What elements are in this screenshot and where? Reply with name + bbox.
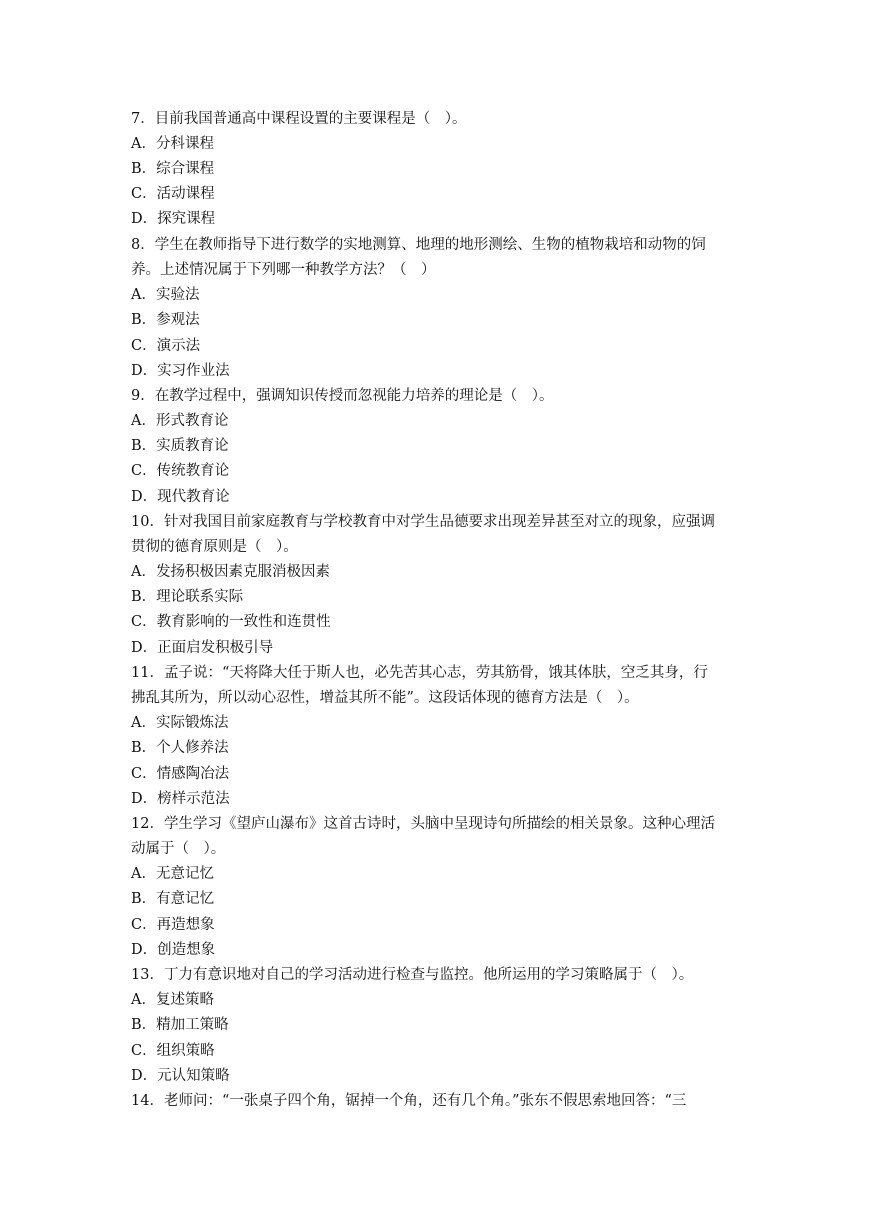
question-12-stem-cont: 动属于（ ）。: [131, 841, 226, 857]
question-11-stem-cont: 拂乱其所为，所以动心忍性，增益其所不能”。这段话体现的德育方法是（ ）。: [131, 690, 639, 706]
question-8-option-c: C．演示法: [131, 338, 201, 354]
question-10-option-c: C．教育影响的一致性和连贯性: [131, 614, 331, 630]
question-11-stem: 11．孟子说：“天将降大任于斯人也，必先苦其心志，劳其筋骨，饿其体肤，空乏其身，行: [131, 665, 708, 681]
question-12-option-c: C．再造想象: [131, 917, 215, 933]
question-10-option-d: D．正面启发积极引导: [131, 640, 274, 656]
question-10-option-a: A．发扬积极因素克服消极因素: [131, 564, 330, 580]
question-10-option-b: B．理论联系实际: [131, 589, 244, 605]
question-9-option-a: A．形式教育论: [131, 413, 229, 429]
question-11-option-d: D．榜样示范法: [131, 791, 230, 807]
question-12-stem: 12．学生学习《望庐山瀑布》这首古诗时，头脑中呈现诗句所描绘的相关景象。这种心理活: [131, 816, 715, 832]
question-8-option-a: A．实验法: [131, 287, 200, 303]
question-9-stem: 9．在教学过程中，强调知识传授而忽视能力培养的理论是（ ）。: [131, 388, 554, 404]
question-11-option-c: C．情感陶冶法: [131, 766, 230, 782]
question-12-option-a: A．无意记忆: [131, 866, 214, 882]
question-13-option-c: C．组织策略: [131, 1043, 215, 1059]
question-11-option-a: A．实际锻炼法: [131, 715, 229, 731]
question-10-stem-cont: 贯彻的德育原则是（ ）。: [131, 539, 298, 555]
question-13-stem: 13．丁力有意识地对自己的学习活动进行检查与监控。他所运用的学习策略属于（ ）。: [131, 967, 694, 983]
question-13-option-d: D．元认知策略: [131, 1068, 230, 1084]
question-13-option-a: A．复述策略: [131, 992, 214, 1008]
question-11-option-b: B．个人修养法: [131, 740, 229, 756]
question-7-option-b: B．综合课程: [131, 161, 215, 177]
question-12-option-b: B．有意记忆: [131, 891, 215, 907]
question-8-option-b: B．参观法: [131, 312, 200, 328]
question-7-option-d: D．探究课程: [131, 211, 216, 227]
question-13-option-b: B．精加工策略: [131, 1017, 229, 1033]
question-7-option-c: C．活动课程: [131, 186, 215, 202]
question-7-option-a: A．分科课程: [131, 136, 214, 152]
question-9-option-d: D．现代教育论: [131, 489, 230, 505]
question-14-stem: 14．老师问：“一张桌子四个角，锯掉一个角，还有几个角。”张东不假思索地回答：“三: [131, 1093, 687, 1109]
question-8-option-d: D．实习作业法: [131, 363, 230, 379]
question-8-stem: 8．学生在教师指导下进行数学的实地测算、地理的地形测绘、生物的植物栽培和动物的饲: [131, 237, 706, 253]
question-9-option-c: C．传统教育论: [131, 463, 230, 479]
question-10-stem: 10．针对我国目前家庭教育与学校教育中对学生品德要求出现差异甚至对立的现象，应强调: [131, 514, 715, 530]
question-12-option-d: D．创造想象: [131, 942, 216, 958]
question-8-stem-cont: 养。上述情况属于下列哪一种教学方法？（ ）: [131, 262, 436, 278]
question-9-option-b: B．实质教育论: [131, 438, 229, 454]
question-7-stem: 7．目前我国普通高中课程设置的主要课程是（ ）。: [131, 111, 467, 127]
